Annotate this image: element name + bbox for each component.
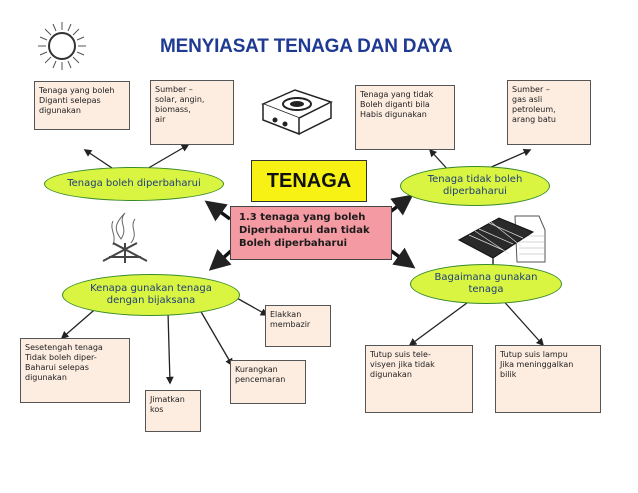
non-renewable-energy-node: Tenaga tidak boleh diperbaharui xyxy=(400,166,550,206)
non-renewable-definition-box: Tenaga yang tidak Boleh diganti bila Habis digunakan xyxy=(355,85,455,150)
gas-stove-icon xyxy=(255,82,337,140)
page-title: MENYIASAT TENAGA DAN DAYA xyxy=(160,36,453,57)
sun-icon xyxy=(36,20,88,72)
avoid-waste-box: Elakkan membazir xyxy=(265,305,331,347)
save-cost-box: Jimatkan kos xyxy=(145,390,201,432)
non-renewable-sources-box: Sumber – gas asli petroleum, arang batu xyxy=(507,80,591,145)
partial-renewable-box: Sesetengah tenaga Tidak boleh diper- Baharui selepas digunakan xyxy=(20,338,130,403)
how-to-use-node: Bagaimana gunakan tenaga xyxy=(410,264,562,304)
tenaga-title-node: TENAGA xyxy=(251,160,367,202)
solar-panel-icon xyxy=(455,210,547,268)
center-topic-node: 1.3 tenaga yang boleh Diperbaharui dan tidak Boleh diperbaharui xyxy=(230,206,392,260)
renewable-definition-box: Tenaga yang boleh Diganti selepas digunakan xyxy=(34,81,130,130)
switch-off-tv-box: Tutup suis tele- visyen jika tidak digunakan xyxy=(365,345,473,413)
renewable-energy-node: Tenaga boleh diperbaharui xyxy=(44,167,224,201)
wise-use-node: Kenapa gunakan tenaga dengan bijaksana xyxy=(62,274,240,316)
reduce-pollution-box: Kurangkan pencemaran xyxy=(230,360,306,404)
renewable-sources-box: Sumber – solar, angin, biomass, air xyxy=(150,80,234,145)
campfire-icon xyxy=(95,205,155,267)
switch-off-lamp-box: Tutup suis lampu Jika meninggalkan bilik xyxy=(495,345,601,413)
